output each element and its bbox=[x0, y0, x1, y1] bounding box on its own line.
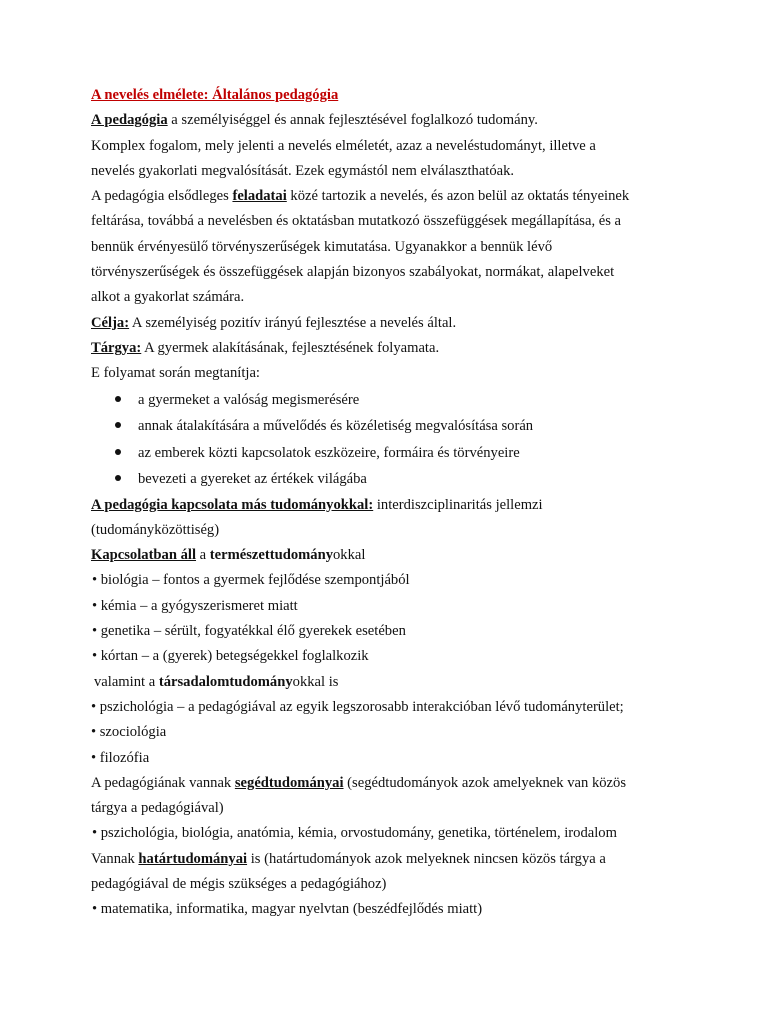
list-item: • kórtan – a (gyerek) betegségekkel foglalkozik bbox=[92, 648, 369, 665]
suffix-text: okkal is bbox=[292, 673, 339, 690]
list-item bbox=[91, 440, 691, 467]
subject-text: A gyermek alakításának, fejlesztésének folyamata. bbox=[141, 339, 440, 356]
bullet-icon bbox=[115, 396, 121, 402]
list-item-text: a gyermeket a valóság megismerésére bbox=[138, 391, 360, 408]
bullet-icon bbox=[115, 449, 121, 455]
list-item: • pszichológia, biológia, anatómia, kémia, orvostudomány, genetika, történelem, irodalom bbox=[92, 825, 617, 842]
social-prefix: valamint a bbox=[94, 673, 159, 690]
list-item: • matematika, informatika, magyar nyelvtan (beszédfejlődés miatt) bbox=[92, 901, 483, 918]
social-sciences-line bbox=[91, 670, 691, 695]
tasks-term: feladatai bbox=[232, 188, 287, 205]
document-title: A nevelés elmélete: Általános pedagógia bbox=[91, 87, 339, 103]
list-item bbox=[91, 387, 691, 414]
connector-text: a bbox=[196, 547, 210, 564]
tasks-prefix: A pedagógia elsődleges bbox=[91, 188, 233, 205]
auxiliary-sciences-term: segédtudományai bbox=[234, 774, 344, 791]
tasks-text: közé tartozik a nevelés, és azon belül az oktatás tényeinek bbox=[286, 188, 630, 205]
paragraph-line: tárgya a pedagógiával) bbox=[91, 800, 224, 817]
pedagogy-term: A pedagógia bbox=[91, 112, 168, 129]
list-item bbox=[91, 413, 691, 440]
document-body bbox=[91, 83, 691, 923]
goal-text: A személyiség pozitív irányú fejlesztése a nevelés által. bbox=[129, 314, 457, 331]
process-bullet-list bbox=[91, 387, 691, 493]
list-item-text: annak átalakítására a művelődés és közéletiség megvalósítása során bbox=[138, 418, 534, 435]
suffix-text: okkal bbox=[333, 547, 366, 564]
list-item-text: az emberek közti kapcsolatok eszközeire, formáira és törvényeire bbox=[138, 444, 520, 461]
paragraph-line: feltárása, továbbá a nevelésben és oktatásban mutatkozó összefüggések megállapítása, és a bbox=[91, 213, 622, 230]
auxiliary-text: (segédtudományok azok amelyeknek van közös bbox=[343, 774, 626, 791]
border-sciences-term: határtudományai bbox=[138, 850, 248, 867]
process-intro: E folyamat során megtanítja: bbox=[91, 365, 260, 382]
bullet-icon bbox=[115, 422, 121, 428]
list-item: • genetika – sérült, fogyatékkal élő gyerekek esetében bbox=[92, 623, 406, 640]
auxiliary-prefix: A pedagógiának vannak bbox=[91, 774, 235, 791]
goal-line bbox=[91, 311, 691, 336]
border-prefix: Vannak bbox=[91, 850, 139, 867]
relations-line bbox=[91, 493, 691, 518]
definition-text: a személyiséggel és annak fejlesztésével foglalkozó tudomány. bbox=[167, 112, 538, 129]
paragraph-line: nevelés gyakorlati megvalósítását. Ezek egymástól nem elválaszthatóak. bbox=[91, 162, 515, 179]
paragraph-line: alkot a gyakorlat számára. bbox=[91, 289, 245, 306]
list-item: • szociológia bbox=[91, 724, 167, 741]
relations-text: interdiszciplinaritás jellemzi bbox=[373, 496, 543, 513]
auxiliary-sciences-line bbox=[91, 771, 691, 796]
paragraph-line: Komplex fogalom, mely jelenti a nevelés elméletét, azaz a neveléstudományt, illetve a bbox=[91, 137, 596, 154]
paragraph-line: pedagógiával de mégis szükséges a pedagógiához) bbox=[91, 876, 387, 893]
relations-term: A pedagógia kapcsolata más tudományokkal: bbox=[91, 496, 374, 513]
natural-sciences-line bbox=[91, 543, 691, 568]
subject-term: Tárgya: bbox=[91, 339, 142, 356]
list-item: • filozófia bbox=[91, 749, 150, 766]
tasks-line bbox=[91, 184, 691, 209]
list-item: • pszichológia – a pedagógiával az egyik legszorosabb interakcióban lévő tudományterület; bbox=[91, 698, 624, 715]
border-text: is (határtudományok azok melyeknek nincsen közös tárgya a bbox=[247, 850, 606, 867]
list-item: • kémia – a gyógyszerismeret miatt bbox=[92, 597, 298, 614]
border-sciences-line bbox=[91, 847, 691, 872]
social-sciences-term: társadalomtudomány bbox=[158, 673, 293, 690]
paragraph-line: bennük érvényesülő törvényszerűségek kimutatása. Ugyanakkor a bennük lévő bbox=[91, 238, 553, 255]
document-title-line bbox=[91, 83, 691, 108]
natural-sciences-term: természettudomány bbox=[209, 547, 333, 564]
definition-line bbox=[91, 108, 691, 133]
goal-term: Célja: bbox=[91, 314, 130, 331]
paragraph-line: (tudományközöttiség) bbox=[91, 521, 220, 538]
paragraph-line: törvényszerűségek és összefüggések alapján bizonyos szabályokat, normákat, alapelveket bbox=[91, 264, 615, 281]
list-item bbox=[91, 466, 691, 493]
list-item-text: bevezeti a gyereket az értékek világába bbox=[138, 471, 367, 488]
connection-term: Kapcsolatban áll bbox=[91, 547, 197, 564]
list-item: • biológia – fontos a gyermek fejlődése szempontjából bbox=[92, 572, 410, 589]
bullet-icon bbox=[115, 475, 121, 481]
subject-line bbox=[91, 336, 691, 361]
